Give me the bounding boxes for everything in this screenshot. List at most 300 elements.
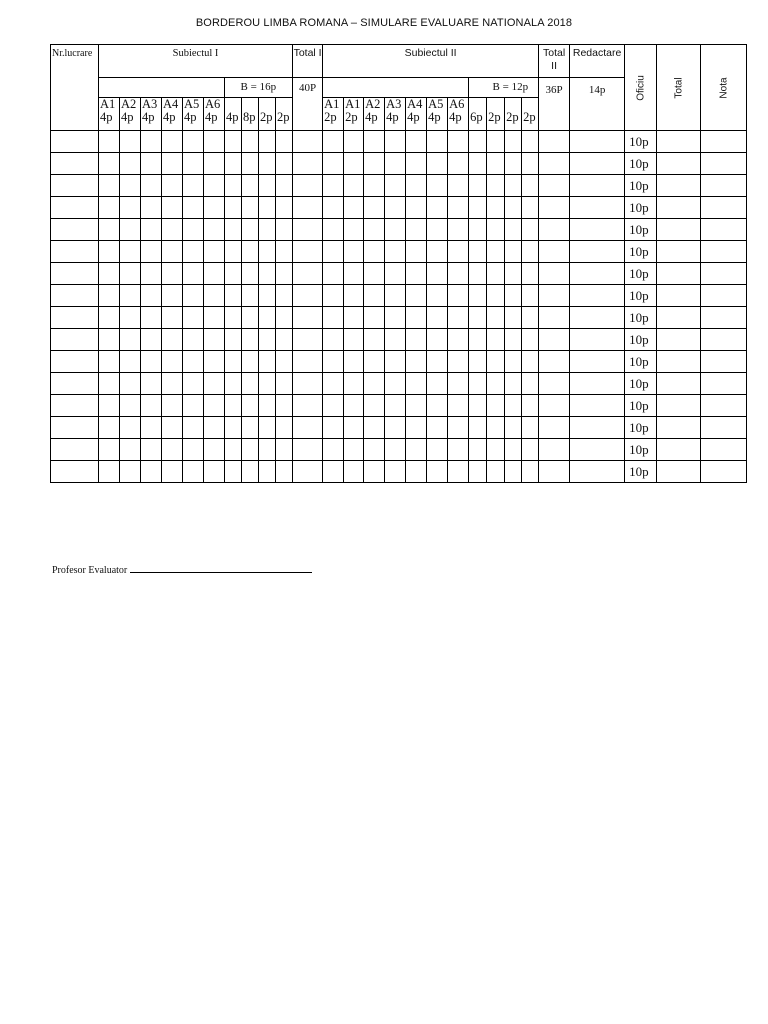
s1-score-cell[interactable] <box>99 131 120 153</box>
s1-score-cell[interactable] <box>141 329 162 351</box>
s2-score-cell[interactable] <box>385 219 406 241</box>
s2-score-cell[interactable] <box>385 241 406 263</box>
total-cell[interactable] <box>657 329 701 351</box>
s1-score-cell[interactable] <box>141 461 162 483</box>
s2-score-cell[interactable] <box>448 439 469 461</box>
redactare-cell[interactable] <box>570 219 625 241</box>
total-2-cell[interactable] <box>539 395 570 417</box>
s2-score-cell[interactable] <box>344 417 364 439</box>
s2-score-cell[interactable] <box>406 395 427 417</box>
s2-score-cell[interactable] <box>448 461 469 483</box>
s2-score-cell[interactable] <box>344 307 364 329</box>
s2-score-cell[interactable] <box>522 373 539 395</box>
s2-score-cell[interactable] <box>364 351 385 373</box>
s1-score-cell[interactable] <box>99 197 120 219</box>
s2-score-cell[interactable] <box>505 175 522 197</box>
s1-score-cell[interactable] <box>225 131 242 153</box>
s2-score-cell[interactable] <box>364 175 385 197</box>
s2-score-cell[interactable] <box>522 417 539 439</box>
s1-score-cell[interactable] <box>183 131 204 153</box>
s2-score-cell[interactable] <box>448 219 469 241</box>
s2-score-cell[interactable] <box>522 175 539 197</box>
s2-score-cell[interactable] <box>344 263 364 285</box>
s2-score-cell[interactable] <box>448 153 469 175</box>
s2-score-cell[interactable] <box>323 131 344 153</box>
s1-score-cell[interactable] <box>141 307 162 329</box>
s1-score-cell[interactable] <box>183 461 204 483</box>
s1-score-cell[interactable] <box>276 307 293 329</box>
s1-score-cell[interactable] <box>183 307 204 329</box>
s2-score-cell[interactable] <box>522 131 539 153</box>
s1-score-cell[interactable] <box>162 175 183 197</box>
nr-lucrare-cell[interactable] <box>51 351 99 373</box>
redactare-cell[interactable] <box>570 285 625 307</box>
s1-score-cell[interactable] <box>276 351 293 373</box>
nr-lucrare-cell[interactable] <box>51 263 99 285</box>
s2-score-cell[interactable] <box>364 373 385 395</box>
s2-score-cell[interactable] <box>427 197 448 219</box>
s2-score-cell[interactable] <box>487 153 505 175</box>
s2-score-cell[interactable] <box>487 263 505 285</box>
redactare-cell[interactable] <box>570 329 625 351</box>
nr-lucrare-cell[interactable] <box>51 329 99 351</box>
s1-score-cell[interactable] <box>276 153 293 175</box>
s2-score-cell[interactable] <box>487 307 505 329</box>
s1-score-cell[interactable] <box>225 439 242 461</box>
s2-score-cell[interactable] <box>344 461 364 483</box>
total-cell[interactable] <box>657 285 701 307</box>
s1-score-cell[interactable] <box>259 153 276 175</box>
s2-score-cell[interactable] <box>469 351 487 373</box>
s2-score-cell[interactable] <box>469 329 487 351</box>
total-2-cell[interactable] <box>539 351 570 373</box>
s2-score-cell[interactable] <box>505 351 522 373</box>
nr-lucrare-cell[interactable] <box>51 197 99 219</box>
s2-score-cell[interactable] <box>487 351 505 373</box>
nr-lucrare-cell[interactable] <box>51 241 99 263</box>
s1-score-cell[interactable] <box>162 329 183 351</box>
nota-cell[interactable] <box>701 263 747 285</box>
total-cell[interactable] <box>657 219 701 241</box>
s2-score-cell[interactable] <box>522 241 539 263</box>
s1-score-cell[interactable] <box>225 329 242 351</box>
total-1-cell[interactable] <box>293 153 323 175</box>
total-cell[interactable] <box>657 461 701 483</box>
s2-score-cell[interactable] <box>385 197 406 219</box>
total-2-cell[interactable] <box>539 307 570 329</box>
s1-score-cell[interactable] <box>183 329 204 351</box>
nota-cell[interactable] <box>701 461 747 483</box>
s2-score-cell[interactable] <box>505 219 522 241</box>
s2-score-cell[interactable] <box>427 417 448 439</box>
s2-score-cell[interactable] <box>505 373 522 395</box>
s2-score-cell[interactable] <box>505 395 522 417</box>
redactare-cell[interactable] <box>570 461 625 483</box>
s2-score-cell[interactable] <box>323 153 344 175</box>
nr-lucrare-cell[interactable] <box>51 307 99 329</box>
s1-score-cell[interactable] <box>183 351 204 373</box>
s1-score-cell[interactable] <box>162 131 183 153</box>
s2-score-cell[interactable] <box>487 439 505 461</box>
s2-score-cell[interactable] <box>487 197 505 219</box>
s2-score-cell[interactable] <box>448 307 469 329</box>
s1-score-cell[interactable] <box>162 395 183 417</box>
s2-score-cell[interactable] <box>364 197 385 219</box>
s1-score-cell[interactable] <box>204 417 225 439</box>
total-2-cell[interactable] <box>539 263 570 285</box>
total-1-cell[interactable] <box>293 307 323 329</box>
s1-score-cell[interactable] <box>276 241 293 263</box>
total-1-cell[interactable] <box>293 197 323 219</box>
s2-score-cell[interactable] <box>448 175 469 197</box>
s1-score-cell[interactable] <box>120 219 141 241</box>
s2-score-cell[interactable] <box>323 439 344 461</box>
nota-cell[interactable] <box>701 153 747 175</box>
s2-score-cell[interactable] <box>406 307 427 329</box>
s2-score-cell[interactable] <box>323 373 344 395</box>
nota-cell[interactable] <box>701 439 747 461</box>
s2-score-cell[interactable] <box>448 417 469 439</box>
s1-score-cell[interactable] <box>183 175 204 197</box>
s2-score-cell[interactable] <box>427 263 448 285</box>
s2-score-cell[interactable] <box>344 131 364 153</box>
total-cell[interactable] <box>657 373 701 395</box>
s2-score-cell[interactable] <box>427 395 448 417</box>
s1-score-cell[interactable] <box>225 197 242 219</box>
s2-score-cell[interactable] <box>469 439 487 461</box>
s2-score-cell[interactable] <box>364 439 385 461</box>
s1-score-cell[interactable] <box>120 131 141 153</box>
s1-score-cell[interactable] <box>99 307 120 329</box>
s2-score-cell[interactable] <box>364 153 385 175</box>
s1-score-cell[interactable] <box>225 395 242 417</box>
s2-score-cell[interactable] <box>487 175 505 197</box>
s2-score-cell[interactable] <box>487 395 505 417</box>
s2-score-cell[interactable] <box>469 175 487 197</box>
s1-score-cell[interactable] <box>204 307 225 329</box>
s1-score-cell[interactable] <box>204 219 225 241</box>
s2-score-cell[interactable] <box>364 263 385 285</box>
s1-score-cell[interactable] <box>99 417 120 439</box>
s2-score-cell[interactable] <box>448 263 469 285</box>
total-1-cell[interactable] <box>293 241 323 263</box>
s2-score-cell[interactable] <box>505 197 522 219</box>
s1-score-cell[interactable] <box>99 395 120 417</box>
total-cell[interactable] <box>657 307 701 329</box>
s2-score-cell[interactable] <box>406 263 427 285</box>
s2-score-cell[interactable] <box>364 285 385 307</box>
s2-score-cell[interactable] <box>487 241 505 263</box>
redactare-cell[interactable] <box>570 417 625 439</box>
s1-score-cell[interactable] <box>183 285 204 307</box>
s1-score-cell[interactable] <box>99 219 120 241</box>
s2-score-cell[interactable] <box>406 131 427 153</box>
nota-cell[interactable] <box>701 373 747 395</box>
s1-score-cell[interactable] <box>276 439 293 461</box>
s1-score-cell[interactable] <box>141 285 162 307</box>
s1-score-cell[interactable] <box>259 241 276 263</box>
total-2-cell[interactable] <box>539 219 570 241</box>
nr-lucrare-cell[interactable] <box>51 153 99 175</box>
total-cell[interactable] <box>657 197 701 219</box>
s1-score-cell[interactable] <box>204 351 225 373</box>
s1-score-cell[interactable] <box>242 395 259 417</box>
nota-cell[interactable] <box>701 131 747 153</box>
s1-score-cell[interactable] <box>242 307 259 329</box>
s1-score-cell[interactable] <box>225 373 242 395</box>
s1-score-cell[interactable] <box>276 461 293 483</box>
s2-score-cell[interactable] <box>406 197 427 219</box>
s1-score-cell[interactable] <box>259 351 276 373</box>
total-cell[interactable] <box>657 417 701 439</box>
s2-score-cell[interactable] <box>323 351 344 373</box>
total-2-cell[interactable] <box>539 241 570 263</box>
s1-score-cell[interactable] <box>204 373 225 395</box>
s1-score-cell[interactable] <box>162 219 183 241</box>
s2-score-cell[interactable] <box>385 329 406 351</box>
s2-score-cell[interactable] <box>385 307 406 329</box>
redactare-cell[interactable] <box>570 241 625 263</box>
s1-score-cell[interactable] <box>141 395 162 417</box>
s1-score-cell[interactable] <box>162 197 183 219</box>
s2-score-cell[interactable] <box>385 153 406 175</box>
s2-score-cell[interactable] <box>522 219 539 241</box>
s1-score-cell[interactable] <box>242 351 259 373</box>
s2-score-cell[interactable] <box>505 307 522 329</box>
total-cell[interactable] <box>657 263 701 285</box>
s1-score-cell[interactable] <box>120 153 141 175</box>
s2-score-cell[interactable] <box>427 329 448 351</box>
s2-score-cell[interactable] <box>323 395 344 417</box>
s2-score-cell[interactable] <box>522 329 539 351</box>
s2-score-cell[interactable] <box>505 241 522 263</box>
s2-score-cell[interactable] <box>505 285 522 307</box>
s2-score-cell[interactable] <box>364 131 385 153</box>
s2-score-cell[interactable] <box>344 329 364 351</box>
s2-score-cell[interactable] <box>427 175 448 197</box>
s2-score-cell[interactable] <box>469 417 487 439</box>
s2-score-cell[interactable] <box>344 219 364 241</box>
s1-score-cell[interactable] <box>225 263 242 285</box>
s1-score-cell[interactable] <box>183 219 204 241</box>
s1-score-cell[interactable] <box>99 153 120 175</box>
s1-score-cell[interactable] <box>242 285 259 307</box>
s2-score-cell[interactable] <box>406 153 427 175</box>
s2-score-cell[interactable] <box>406 285 427 307</box>
s1-score-cell[interactable] <box>225 241 242 263</box>
s2-score-cell[interactable] <box>406 439 427 461</box>
s2-score-cell[interactable] <box>469 461 487 483</box>
s2-score-cell[interactable] <box>406 461 427 483</box>
nota-cell[interactable] <box>701 395 747 417</box>
s2-score-cell[interactable] <box>448 131 469 153</box>
s2-score-cell[interactable] <box>469 395 487 417</box>
s1-score-cell[interactable] <box>183 439 204 461</box>
s1-score-cell[interactable] <box>183 373 204 395</box>
s2-score-cell[interactable] <box>522 351 539 373</box>
s2-score-cell[interactable] <box>522 197 539 219</box>
s1-score-cell[interactable] <box>204 263 225 285</box>
total-1-cell[interactable] <box>293 329 323 351</box>
s2-score-cell[interactable] <box>469 307 487 329</box>
s2-score-cell[interactable] <box>323 219 344 241</box>
s2-score-cell[interactable] <box>448 329 469 351</box>
redactare-cell[interactable] <box>570 307 625 329</box>
s2-score-cell[interactable] <box>522 395 539 417</box>
s2-score-cell[interactable] <box>385 417 406 439</box>
s1-score-cell[interactable] <box>162 351 183 373</box>
s2-score-cell[interactable] <box>469 373 487 395</box>
total-2-cell[interactable] <box>539 197 570 219</box>
s2-score-cell[interactable] <box>323 285 344 307</box>
s2-score-cell[interactable] <box>448 241 469 263</box>
s1-score-cell[interactable] <box>276 197 293 219</box>
total-1-cell[interactable] <box>293 131 323 153</box>
total-cell[interactable] <box>657 241 701 263</box>
s1-score-cell[interactable] <box>242 439 259 461</box>
s2-score-cell[interactable] <box>385 373 406 395</box>
s1-score-cell[interactable] <box>183 153 204 175</box>
s1-score-cell[interactable] <box>204 329 225 351</box>
s1-score-cell[interactable] <box>259 285 276 307</box>
s2-score-cell[interactable] <box>487 131 505 153</box>
s1-score-cell[interactable] <box>141 373 162 395</box>
s2-score-cell[interactable] <box>505 263 522 285</box>
s1-score-cell[interactable] <box>141 219 162 241</box>
s2-score-cell[interactable] <box>469 219 487 241</box>
s1-score-cell[interactable] <box>276 219 293 241</box>
s1-score-cell[interactable] <box>183 197 204 219</box>
s2-score-cell[interactable] <box>344 197 364 219</box>
s2-score-cell[interactable] <box>344 373 364 395</box>
s2-score-cell[interactable] <box>385 175 406 197</box>
s1-score-cell[interactable] <box>120 395 141 417</box>
s1-score-cell[interactable] <box>141 131 162 153</box>
s1-score-cell[interactable] <box>162 153 183 175</box>
s1-score-cell[interactable] <box>141 417 162 439</box>
s2-score-cell[interactable] <box>505 153 522 175</box>
s2-score-cell[interactable] <box>522 461 539 483</box>
s2-score-cell[interactable] <box>385 439 406 461</box>
s1-score-cell[interactable] <box>141 351 162 373</box>
s1-score-cell[interactable] <box>162 461 183 483</box>
nota-cell[interactable] <box>701 285 747 307</box>
s1-score-cell[interactable] <box>183 241 204 263</box>
s1-score-cell[interactable] <box>120 439 141 461</box>
nota-cell[interactable] <box>701 417 747 439</box>
total-2-cell[interactable] <box>539 153 570 175</box>
s1-score-cell[interactable] <box>259 439 276 461</box>
s2-score-cell[interactable] <box>364 219 385 241</box>
redactare-cell[interactable] <box>570 153 625 175</box>
total-cell[interactable] <box>657 395 701 417</box>
s2-score-cell[interactable] <box>323 263 344 285</box>
s2-score-cell[interactable] <box>385 285 406 307</box>
s2-score-cell[interactable] <box>406 373 427 395</box>
s2-score-cell[interactable] <box>427 307 448 329</box>
redactare-cell[interactable] <box>570 263 625 285</box>
s1-score-cell[interactable] <box>141 263 162 285</box>
s1-score-cell[interactable] <box>120 175 141 197</box>
s2-score-cell[interactable] <box>364 395 385 417</box>
total-1-cell[interactable] <box>293 373 323 395</box>
nr-lucrare-cell[interactable] <box>51 395 99 417</box>
total-1-cell[interactable] <box>293 461 323 483</box>
s1-score-cell[interactable] <box>276 285 293 307</box>
s1-score-cell[interactable] <box>259 131 276 153</box>
total-2-cell[interactable] <box>539 285 570 307</box>
s2-score-cell[interactable] <box>487 285 505 307</box>
total-2-cell[interactable] <box>539 417 570 439</box>
s2-score-cell[interactable] <box>323 197 344 219</box>
s2-score-cell[interactable] <box>522 439 539 461</box>
s1-score-cell[interactable] <box>99 329 120 351</box>
total-cell[interactable] <box>657 351 701 373</box>
nota-cell[interactable] <box>701 351 747 373</box>
s1-score-cell[interactable] <box>204 153 225 175</box>
s1-score-cell[interactable] <box>162 439 183 461</box>
nr-lucrare-cell[interactable] <box>51 219 99 241</box>
s1-score-cell[interactable] <box>225 461 242 483</box>
s2-score-cell[interactable] <box>344 241 364 263</box>
s2-score-cell[interactable] <box>448 395 469 417</box>
total-1-cell[interactable] <box>293 351 323 373</box>
s1-score-cell[interactable] <box>141 241 162 263</box>
s1-score-cell[interactable] <box>99 285 120 307</box>
s1-score-cell[interactable] <box>242 175 259 197</box>
total-1-cell[interactable] <box>293 175 323 197</box>
s1-score-cell[interactable] <box>276 417 293 439</box>
nota-cell[interactable] <box>701 329 747 351</box>
s1-score-cell[interactable] <box>120 307 141 329</box>
s1-score-cell[interactable] <box>276 175 293 197</box>
s2-score-cell[interactable] <box>469 285 487 307</box>
s1-score-cell[interactable] <box>204 241 225 263</box>
s2-score-cell[interactable] <box>344 285 364 307</box>
s1-score-cell[interactable] <box>225 219 242 241</box>
s2-score-cell[interactable] <box>344 395 364 417</box>
total-2-cell[interactable] <box>539 329 570 351</box>
s1-score-cell[interactable] <box>225 175 242 197</box>
s2-score-cell[interactable] <box>344 351 364 373</box>
s2-score-cell[interactable] <box>427 241 448 263</box>
s2-score-cell[interactable] <box>323 329 344 351</box>
total-1-cell[interactable] <box>293 395 323 417</box>
s1-score-cell[interactable] <box>242 329 259 351</box>
s2-score-cell[interactable] <box>323 175 344 197</box>
s1-score-cell[interactable] <box>120 241 141 263</box>
total-1-cell[interactable] <box>293 417 323 439</box>
s1-score-cell[interactable] <box>225 285 242 307</box>
redactare-cell[interactable] <box>570 439 625 461</box>
s2-score-cell[interactable] <box>385 351 406 373</box>
s1-score-cell[interactable] <box>259 219 276 241</box>
nr-lucrare-cell[interactable] <box>51 461 99 483</box>
s1-score-cell[interactable] <box>183 395 204 417</box>
s1-score-cell[interactable] <box>120 417 141 439</box>
redactare-cell[interactable] <box>570 131 625 153</box>
s1-score-cell[interactable] <box>162 263 183 285</box>
s2-score-cell[interactable] <box>505 329 522 351</box>
s1-score-cell[interactable] <box>259 461 276 483</box>
redactare-cell[interactable] <box>570 197 625 219</box>
s1-score-cell[interactable] <box>276 373 293 395</box>
s1-score-cell[interactable] <box>120 461 141 483</box>
s1-score-cell[interactable] <box>242 417 259 439</box>
redactare-cell[interactable] <box>570 351 625 373</box>
s2-score-cell[interactable] <box>427 219 448 241</box>
s1-score-cell[interactable] <box>162 373 183 395</box>
